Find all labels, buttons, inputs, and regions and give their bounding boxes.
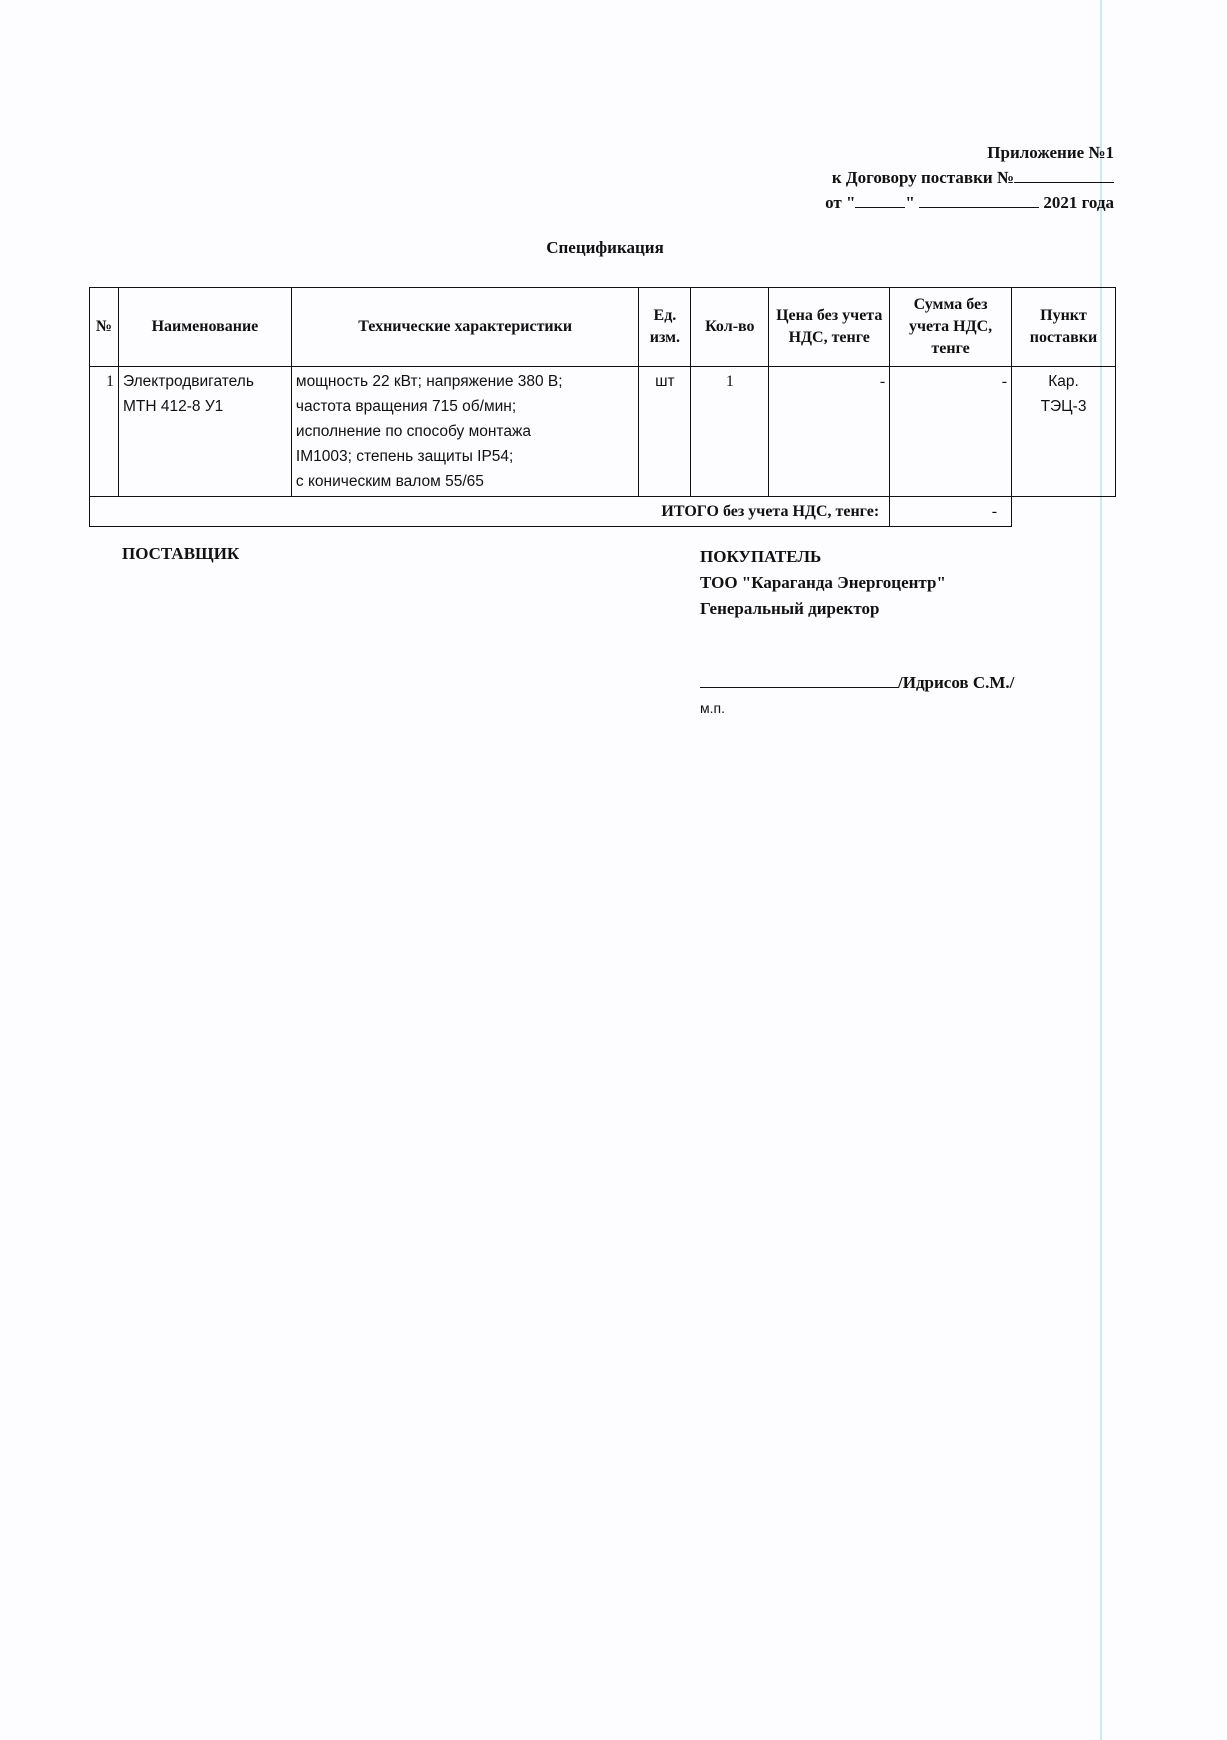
column-header-num: № (90, 288, 119, 367)
column-header-qty: Кол-во (691, 288, 769, 367)
specification-table (89, 287, 1116, 527)
row-price: - (769, 367, 890, 497)
row-delivery (1012, 367, 1116, 497)
contract-reference (825, 165, 1114, 190)
appendix-header (825, 140, 1114, 215)
row-unit: шт (639, 367, 691, 497)
date-year: 2021 года (1043, 193, 1114, 212)
buyer-company: ТОО "Караганда Энергоцентр" (700, 573, 946, 592)
row-spec-line: частота вращения 715 об/мин; (295, 398, 517, 415)
row-specs (291, 367, 639, 497)
date-mid: " (905, 193, 915, 212)
column-header-name: Наименование (118, 288, 291, 367)
column-header-price: Цена без учета НДС, тенге (769, 288, 890, 367)
table-row (90, 367, 1116, 497)
row-spec-line: мощность 22 кВт; напряжение 380 В; (295, 373, 563, 390)
total-value: - (890, 497, 1012, 527)
contract-prefix: к Договору поставки № (831, 168, 1014, 187)
row-delivery-line: Кар. (1048, 373, 1079, 390)
appendix-number: Приложение №1 (987, 143, 1114, 162)
total-row (90, 497, 1116, 527)
column-header-specs: Технические характеристики (291, 288, 639, 367)
signatory-name: /Идрисов С.М./ (898, 673, 1015, 692)
table-header-row (90, 288, 1116, 367)
row-qty: 1 (691, 367, 769, 497)
buyer-position: Генеральный директор (700, 599, 880, 618)
column-header-delivery: Пункт поставки (1012, 288, 1116, 367)
column-header-sum: Сумма без учета НДС, тенге (890, 288, 1012, 367)
contract-number-blank (1014, 165, 1114, 183)
row-name-line: МТН 412-8 У1 (122, 398, 224, 415)
row-name (118, 367, 291, 497)
date-prefix: от " (825, 193, 856, 212)
row-spec-line: с коническим валом 55/65 (295, 473, 484, 490)
column-header-unit: Ед. изм. (639, 288, 691, 367)
date-day-blank (855, 190, 905, 208)
row-sum: - (890, 367, 1012, 497)
document-title: Спецификация (546, 238, 664, 257)
buyer-block (700, 544, 946, 622)
scan-edge-line (1100, 0, 1102, 1740)
signature-line (700, 670, 1014, 693)
stamp-placeholder: м.п. (700, 700, 725, 716)
supplier-label: ПОСТАВЩИК (122, 544, 240, 563)
row-spec-line: исполнение по способу монтажа (295, 423, 531, 440)
contract-date (825, 190, 1114, 215)
row-spec-line: IM1003; степень защиты IP54; (295, 448, 514, 465)
row-name-line: Электродвигатель (122, 373, 254, 390)
total-empty-cell (1012, 497, 1116, 527)
row-num: 1 (90, 367, 119, 497)
row-delivery-line: ТЭЦ-3 (1040, 398, 1087, 415)
signature-blank (700, 670, 898, 688)
buyer-label: ПОКУПАТЕЛЬ (700, 547, 822, 566)
date-month-blank (919, 190, 1039, 208)
total-label: ИТОГО без учета НДС, тенге: (90, 497, 890, 527)
